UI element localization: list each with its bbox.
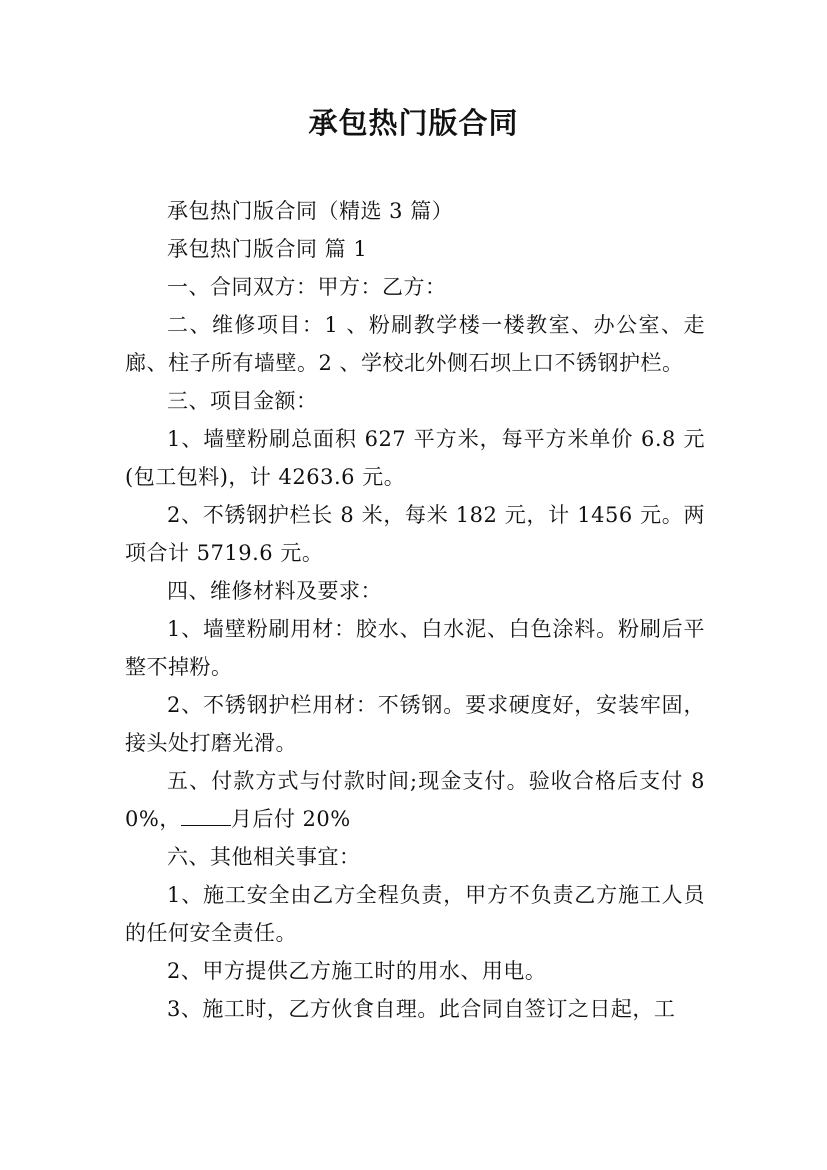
paragraph-materials-heading: 四、维修材料及要求： — [167, 579, 382, 603]
paragraph-safety: 1、施工安全由乙方全程负责，甲方不负责乙方施工人员的任何安全责任。 — [125, 883, 705, 945]
paragraph-subtitle: 承包热门版合同（精选 3 篇） — [167, 199, 454, 223]
paragraph-amount-wall: 1、墙壁粉刷总面积 627 平方米，每平方米单价 6.8 元(包工包料)，计 4263.6 元。 — [125, 427, 705, 489]
paragraph-amount-railing: 2、不锈钢护栏长 8 米，每米 182 元，计 1456 元。两项合计 5719.6 元。 — [125, 503, 705, 565]
paragraph-utilities: 2、甲方提供乙方施工时的用水、用电。 — [167, 959, 547, 983]
document-title: 承包热门版合同 — [308, 106, 519, 140]
paragraph-materials-wall: 1、墙壁粉刷用材：胶水、白水泥、白色涂料。粉刷后平整不掉粉。 — [125, 617, 705, 679]
paragraph-materials-railing: 2、不锈钢护栏用材：不锈钢。要求硬度好，安装牢固，接头处打磨光滑。 — [125, 693, 705, 755]
paragraph-parties: 一、合同双方：甲方：乙方： — [167, 275, 447, 299]
paragraph-other-heading: 六、其他相关事宜： — [167, 845, 361, 869]
document-body — [125, 192, 705, 1028]
paragraph-repair-items: 二、维修项目：1 、粉刷教学楼一楼教室、办公室、走廊、柱子所有墙壁。2 、学校北外侧石坝上口不锈钢护栏。 — [125, 313, 705, 375]
paragraph-section-heading: 承包热门版合同 篇 1 — [167, 237, 368, 261]
blank-fill-line — [181, 807, 231, 826]
payment-text-tail: 月后付 20% — [230, 807, 351, 831]
paragraph-meals: 3、施工时，乙方伙食自理。此合同自签订之日起，工 — [167, 997, 676, 1021]
payment-text: 五、付款方式与付款时间;现金支付。验收合格后支付 80%， — [125, 769, 705, 831]
paragraph-payment — [125, 762, 705, 838]
paragraph-amount-heading: 三、项目金额： — [167, 389, 318, 413]
